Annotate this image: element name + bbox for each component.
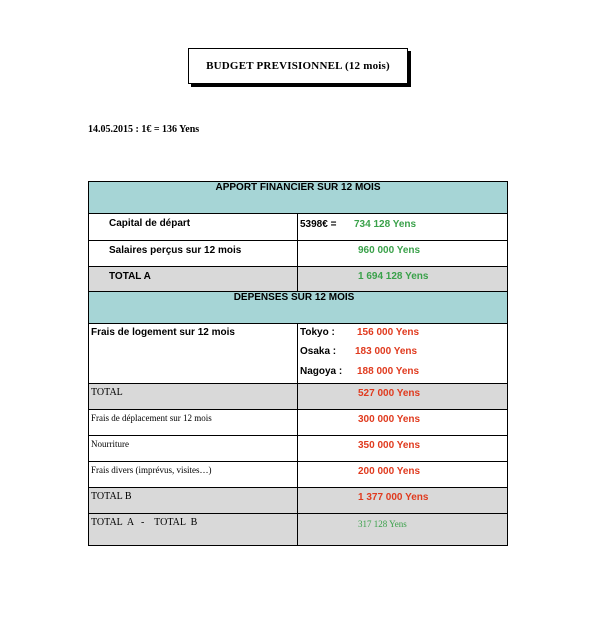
depenses-header: [89, 292, 508, 324]
apport-header-row: [89, 182, 508, 214]
nourriture-label: Nourriture: [89, 436, 298, 462]
city-osaka: Osaka :: [300, 346, 337, 357]
deplacement-label: Frais de déplacement sur 12 mois: [89, 410, 298, 436]
difference-row: [89, 514, 508, 546]
city-tokyo: Tokyo :: [300, 327, 335, 338]
difference-amount-cell: [298, 514, 508, 546]
deplacement-amount-cell: [298, 410, 508, 436]
logement-label: Frais de logement sur 12 mois: [89, 324, 298, 384]
logement-amount-cell: [298, 324, 508, 384]
capital-eur: 5398€ =: [300, 219, 337, 230]
total-b-row: [89, 488, 508, 514]
capital-amount-cell: [298, 214, 508, 241]
capital-yen: 734 128 Yens: [354, 219, 417, 230]
depenses-header-text: DEPENSES SUR 12 MOIS: [233, 292, 355, 303]
logement-row: [89, 324, 508, 384]
nourriture-row: [89, 436, 508, 462]
exchange-rate: 14.05.2015 : 1€ = 136 Yens: [88, 124, 200, 135]
amount-tokyo: 156 000 Yens: [357, 327, 420, 338]
salaires-amount-cell: [298, 241, 508, 267]
document-title-text: BUDGET PREVISIONNEL (12 mois): [206, 60, 390, 72]
nourriture-yen: 350 000 Yens: [358, 440, 421, 451]
total-b-label: TOTAL B: [89, 488, 298, 514]
city-nagoya: Nagoya :: [300, 366, 343, 377]
amount-osaka: 183 000 Yens: [355, 346, 418, 357]
capital-label: Capital de départ: [89, 214, 298, 241]
total-logement-label: TOTAL: [89, 384, 298, 410]
total-logement-amount-cell: [298, 384, 508, 410]
depenses-header-row: [89, 292, 508, 324]
budget-table: [88, 181, 508, 546]
difference-label: TOTAL A - TOTAL B: [89, 514, 298, 546]
total-b-yen: 1 377 000 Yens: [358, 492, 429, 503]
total-a-row: [89, 267, 508, 292]
total-logement-row: [89, 384, 508, 410]
deplacement-row: [89, 410, 508, 436]
divers-label: Frais divers (imprévus, visites…): [89, 462, 298, 488]
nourriture-amount-cell: [298, 436, 508, 462]
deplacement-yen: 300 000 Yens: [358, 414, 421, 425]
total-b-amount-cell: [298, 488, 508, 514]
salaires-label: Salaires perçus sur 12 mois: [89, 241, 298, 267]
apport-header: APPORT FINANCIER SUR 12 MOIS: [89, 182, 508, 214]
document-title: [188, 48, 408, 84]
salaires-yen: 960 000 Yens: [358, 245, 421, 256]
total-a-yen: 1 694 128 Yens: [358, 271, 429, 282]
total-a-label: TOTAL A: [89, 267, 298, 292]
divers-row: [89, 462, 508, 488]
total-a-amount-cell: [298, 267, 508, 292]
total-logement-yen: 527 000 Yens: [358, 388, 421, 399]
amount-nagoya: 188 000 Yens: [357, 366, 420, 377]
difference-yen: 317 128 Yens: [358, 519, 407, 529]
divers-yen: 200 000 Yens: [358, 466, 421, 477]
salaires-row: [89, 241, 508, 267]
divers-amount-cell: [298, 462, 508, 488]
capital-row: [89, 214, 508, 241]
